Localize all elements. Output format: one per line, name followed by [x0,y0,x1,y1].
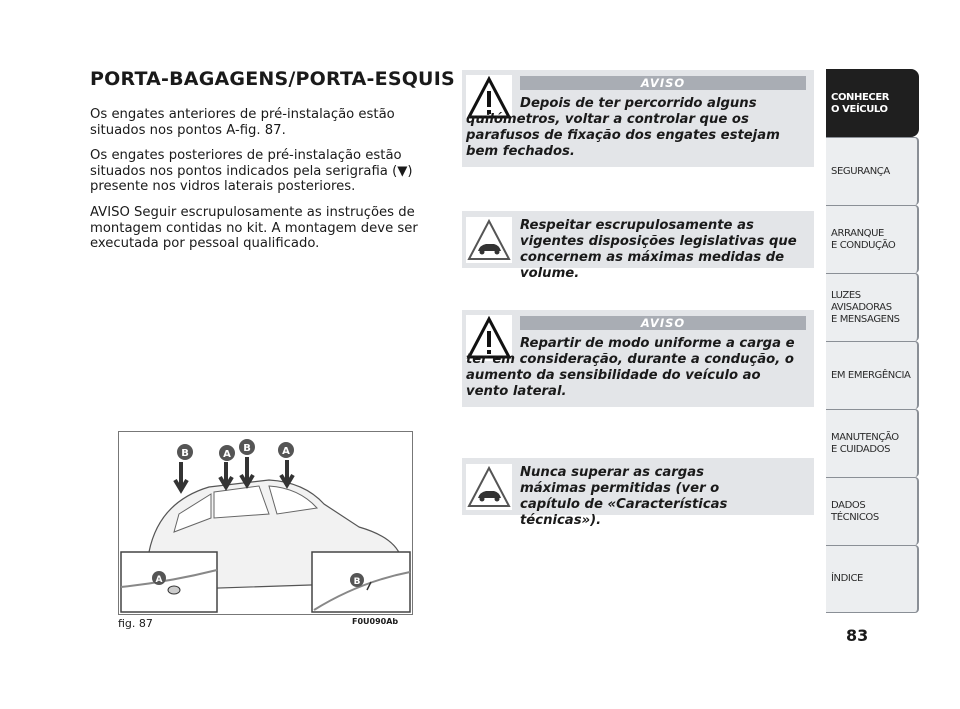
paragraph-front-mounts: Os engates anteriores de pré-instalação estão situados nos pontos A-fig. 87. [90,107,395,138]
paragraph-warning: AVISO Seguir escrupulosamente as instruções de montagem contidas no kit. A montagem deve ser executada por pessoal qualificado. [90,205,418,251]
warning-note-1-text: Depois de ter percorrido alguns quilómetros, voltar a controlar que os parafusos de fixação dos engates estejam bem fechados. [466,96,780,159]
page-title: PORTA-BAGAGENS/PORTA-ESQUIS [90,68,455,90]
figure-label: fig. 87 [118,617,153,630]
figure-87 [118,431,413,615]
tab-arranque-e-conducao[interactable]: ARRANQUE E CONDUÇÃO [826,205,919,273]
tab-luzes-avisadoras[interactable]: LUZES AVISADORAS E MENSAGENS [826,273,919,341]
inset-marker-a: A [155,575,163,585]
car-roof-rack-illustration [119,432,412,614]
inset-marker-b: B [353,577,361,587]
info-note-4 [462,458,814,528]
chapter-tabs [826,69,919,613]
tab-manutencao-e-cuidados[interactable]: MANUTENÇÃO E CUIDADOS [826,409,919,477]
warning-note-3 [462,310,814,407]
warning-note-3-text: Repartir de modo uniforme a carga e ter em consideração, durante a condução, o aumento da sensibilidade do veículo ao vento lateral. [466,336,795,399]
tab-indice[interactable]: ÍNDICE [826,545,919,613]
warning-note-1 [462,70,814,167]
info-note-2-text: Respeitar escrupulosamente as vigentes disposições legislativas que concernem as máximas medidas de volume. [520,218,797,281]
info-note-4-text: Nunca superar as cargas máximas permitidas (ver o capítulo de «Características técnicas»). [520,465,728,528]
marker-a-1: A [223,449,231,460]
tab-seguranca[interactable]: SEGURANÇA [826,137,919,205]
aviso-header: AVISO [520,76,806,90]
figure-code: F0U090Ab [352,617,399,626]
tab-conhecer-o-veiculo[interactable]: CONHECER O VEÍCULO [826,69,919,137]
marker-b-2: B [243,443,251,454]
marker-b-1: B [181,448,189,459]
tab-dados-tecnicos[interactable]: DADOS TÉCNICOS [826,477,919,545]
aviso-header: AVISO [520,316,806,330]
marker-a-2: A [282,446,290,457]
car-load-icon [466,464,512,510]
page-number: 83 [846,626,869,645]
info-note-2 [462,211,814,281]
tab-em-emergencia[interactable]: EM EMERGÊNCIA [826,341,919,409]
car-load-icon [466,217,512,263]
paragraph-rear-mounts: Os engates posteriores de pré-instalação estão situados nos pontos indicados pela serigrafia (▼) presente nos vidros laterais posteriores. [90,148,413,194]
